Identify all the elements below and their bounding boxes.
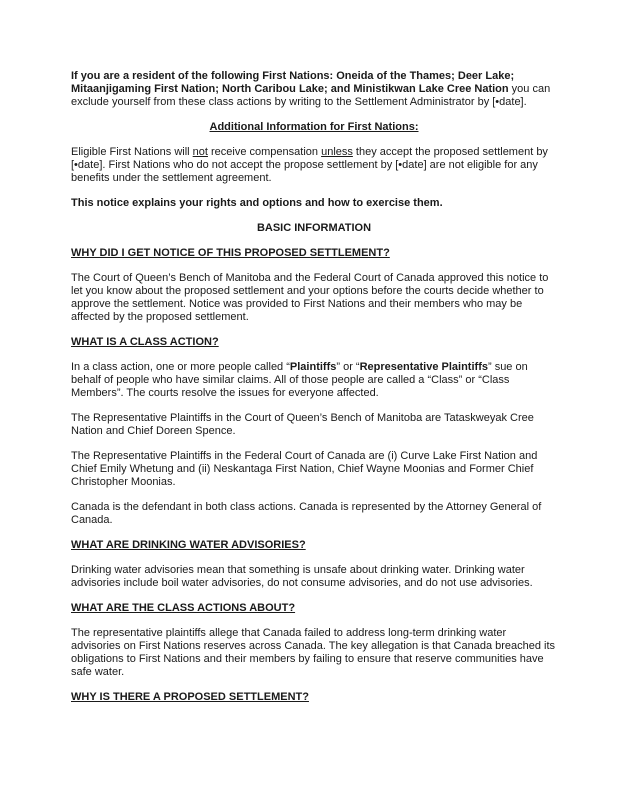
why-notice-body: The Court of Queen’s Bench of Manitoba and the Federal Court of Canada approved this notice to let you know about the proposed settlement and your options before the courts decide whether to approve the settlement. Notice was provided to First Nations and their members who may be affected by the proposed settlement. — [71, 272, 549, 323]
notice-explains-paragraph: This notice explains your rights and options and how to exercise them. — [71, 197, 443, 209]
section-heading-class-actions-about: WHAT ARE THE CLASS ACTIONS ABOUT? — [71, 602, 296, 614]
eligibility-text-3: they accept the proposed settlement by [•date]. First Nations who do not accept the propose settlement by [•date] are not eligible for any benefits under the settlement agreement. — [71, 146, 548, 184]
manitoba-plaintiffs-paragraph: The Representative Plaintiffs in the Court of Queen’s Bench of Manitoba are Tataskweyak Cree Nation and Chief Doreen Spence. — [71, 412, 534, 437]
eligibility-text-2: receive compensation — [207, 146, 322, 158]
class-action-bold-representative-plaintiffs: Representative Plaintiffs — [359, 361, 488, 373]
eligibility-paragraph — [71, 146, 557, 185]
defendant-paragraph: Canada is the defendant in both class actions. Canada is represented by the Attorney General of Canada. — [71, 501, 542, 526]
class-action-text-3: ” sue on behalf of people who have similar claims. All of those people are called a “Class” or “Class Members”. The courts resolve the issues for everyone affected. — [71, 361, 528, 399]
class-action-bold-plaintiffs: Plaintiffs — [289, 361, 337, 373]
class-action-text-2: ” or “ — [336, 361, 360, 373]
section-heading-why-settlement: WHY IS THERE A PROPOSED SETTLEMENT? — [71, 691, 309, 703]
section-heading-class-action: WHAT IS A CLASS ACTION? — [71, 336, 219, 348]
eligibility-text-1: Eligible First Nations will — [71, 146, 193, 158]
advisories-body: Drinking water advisories mean that something is unsafe about drinking water. Drinking water advisories include boil water advisories, do not consume advisories, and do not use advisories. — [71, 564, 533, 589]
basic-information-heading: BASIC INFORMATION — [256, 222, 372, 234]
eligibility-underlined-unless: unless — [321, 146, 353, 158]
section-heading-why-notice: WHY DID I GET NOTICE OF THIS PROPOSED SETTLEMENT? — [71, 247, 390, 259]
class-action-definition-paragraph — [71, 361, 557, 400]
class-action-text-1: In a class action, one or more people called “ — [71, 361, 290, 373]
intro-paragraph — [71, 70, 557, 109]
eligibility-underlined-not: not — [192, 146, 208, 158]
section-heading-drinking-water-advisories: WHAT ARE DRINKING WATER ADVISORIES? — [71, 539, 306, 551]
intro-paragraph-regular-text: you can exclude yourself from these class actions by writing to the Settlement Administrator by [•date]. — [71, 83, 551, 108]
intro-paragraph-bold-text: If you are a resident of the following First Nations: Oneida of the Thames; Deer Lake; Mitaanjigaming First Nation; North Caribou Lake; and Ministikwan Lake Cree Nation — [71, 70, 515, 95]
class-actions-about-body: The representative plaintiffs allege that Canada failed to address long-term drinking water advisories on First Nations reserves across Canada. The key allegation is that Canada breached its obligations to First Nations and their members by failing to ensure that reserve communities have safe water. — [71, 627, 556, 678]
additional-info-heading: Additional Information for First Nations: — [209, 121, 419, 133]
federal-plaintiffs-paragraph: The Representative Plaintiffs in the Federal Court of Canada are (i) Curve Lake First Nation and Chief Emily Whetung and (ii) Neskantaga First Nation, Chief Wayne Moonias and Former Chief Christopher Moonias. — [71, 450, 538, 488]
